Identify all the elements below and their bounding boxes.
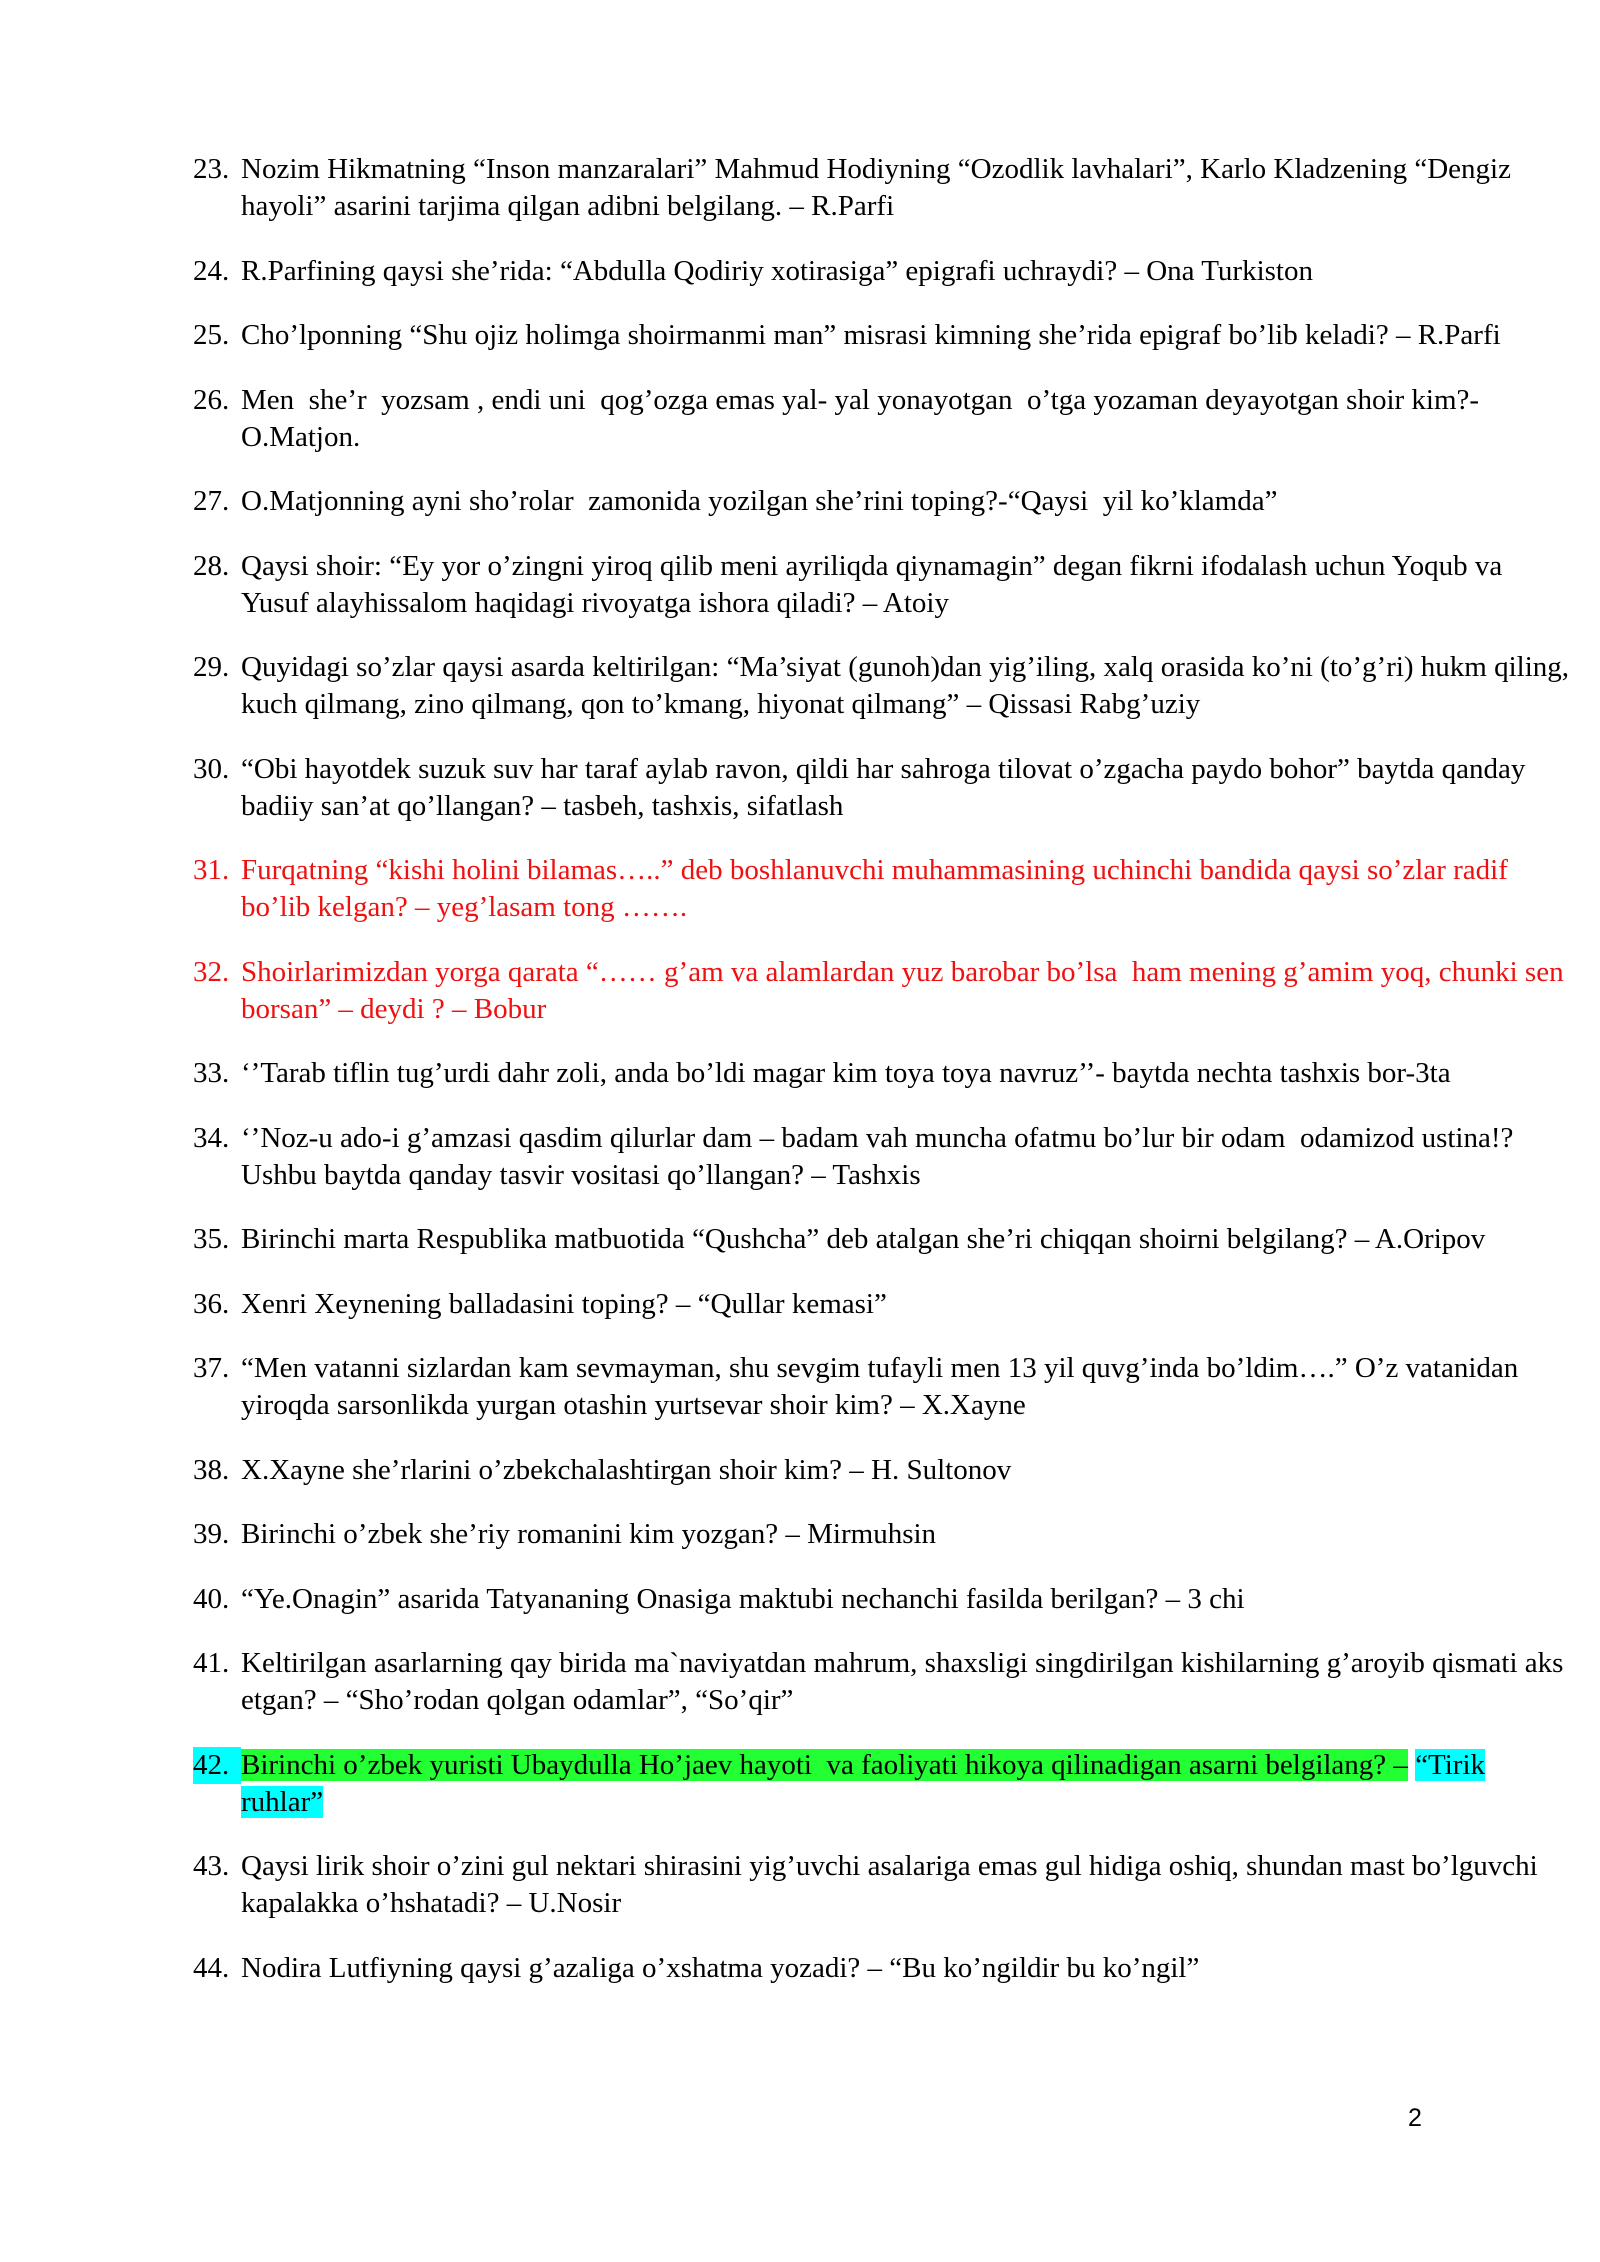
question-item (193, 1350, 1573, 1424)
question-number: 25. (193, 319, 230, 351)
question-number: 42. (193, 1747, 241, 1784)
question-text: Birinchi o’zbek she’riy romanini kim yozgan? – Mirmuhsin (241, 1518, 937, 1550)
question-text: R.Parfining qaysi she’rida: “Abdulla Qodiriy xotirasiga” epigrafi uchraydi? – Ona Turkiston (241, 254, 1313, 287)
question-item (193, 483, 1573, 520)
question-list (193, 151, 1573, 2014)
page-number: 2 (1408, 2104, 1422, 2132)
question-item (193, 1120, 1573, 1194)
question-text: O.Matjonning ayni sho’rolar zamonida yozilgan she’rini toping?-“Qaysi yil ko’klamda” (241, 485, 1278, 517)
question-text: Xenri Xeynening balladasini toping? – “Qullar kemasi” (241, 1287, 887, 1320)
question-text: Qaysi shoir: “Ey yor o’zingni yiroq qilib meni ayriliqda qiynamagin” degan fikrni ifodalash uchun Yoqub va Yusuf alayhissalom haqidagi rivoyatga ishora qiladi? – Atoiy (241, 549, 1503, 619)
question-number: 29. (193, 651, 230, 683)
question-number: 33. (193, 1057, 230, 1089)
question-number: 36. (193, 1287, 230, 1320)
question-item (193, 151, 1573, 225)
question-item (193, 1645, 1573, 1719)
question-text: Keltirilgan asarlarning qay birida ma`naviyatdan mahrum, shaxsligi singdirilgan kishilarning g’aroyib qismati aks etgan? – “Sho’rodan qolgan odamlar”, “So’qir” (241, 1647, 1564, 1716)
question-text: Nodira Lutfiyning qaysi g’azaliga o’xshatma yozadi? – “Bu ko’ngildir bu ko’ngil” (241, 1951, 1200, 1984)
question-number: 23. (193, 153, 230, 185)
question-item-red (193, 852, 1573, 926)
question-text: ‘’Tarab tiflin tug’urdi dahr zoli, anda bo’ldi magar kim toya toya navruz’’- baytda nechta tashxis bor-3ta (241, 1057, 1451, 1089)
question-item (193, 317, 1573, 354)
question-number: 27. (193, 485, 230, 517)
question-item (193, 649, 1573, 723)
question-item (193, 1452, 1573, 1489)
question-text: X.Xayne she’rlarini o’zbekchalashtirgan shoir kim? – H. Sultonov (241, 1453, 1012, 1486)
question-text (241, 1747, 1573, 1821)
question-item (193, 1055, 1573, 1092)
question-item (193, 1221, 1573, 1258)
question-number: 43. (193, 1850, 230, 1882)
question-number: 32. (193, 955, 230, 988)
question-text: “Obi hayotdek suzuk suv har taraf aylab ravon, qildi har sahroga tilovat o’zgacha paydo bohor” baytda qanday badiiy san’at qo’llangan? – tasbeh, tashxis, sifatlash (241, 752, 1526, 822)
question-number: 26. (193, 383, 230, 416)
question-text: Birinchi marta Respublika matbuotida “Qushcha” deb atalgan she’ri chiqqan shoirni belgilang? – A.Oripov (241, 1223, 1486, 1255)
question-number: 28. (193, 549, 230, 582)
question-text: ‘’Noz-u ado-i g’amzasi qasdim qilurlar dam – badam vah muncha ofatmu bo’lur bir odam odamizod ustina!? Ushbu baytda qanday tasvir vositasi qo’llangan? – Tashxis (241, 1121, 1521, 1191)
question-text-highlight: Birinchi o’zbek yuristi Ubaydulla Ho’jaev hayoti va faoliyati hikoya qilinadigan asarni belgilang? – (241, 1748, 1408, 1781)
question-number: 37. (193, 1352, 230, 1384)
question-item-highlighted (193, 1747, 1573, 1821)
question-number: 24. (193, 254, 230, 287)
question-text: Cho’lponning “Shu ojiz holimga shoirmanmi man” misrasi kimning she’rida epigraf bo’lib keladi? – R.Parfi (241, 319, 1501, 351)
question-text: Quyidagi so’zlar qaysi asarda keltirilgan: “Ma’siyat (gunoh)dan yig’iling, xalq orasida ko’ni (to’g’ri) hukm qiling, kuch qilmang, zino qilmang, qon to’kmang, hiyonat qilmang” – Qissasi Rabg’uziy (241, 651, 1570, 720)
question-number: 41. (193, 1647, 230, 1679)
question-number: 44. (193, 1951, 230, 1984)
question-item (193, 1581, 1573, 1618)
question-text: Shoirlarimizdan yorga qarata “…… g’am va alamlardan yuz barobar bo’lsa ham mening g’amim yoq, chunki sen borsan” – deydi ? – Bobur (241, 955, 1571, 1025)
question-item (193, 253, 1573, 290)
question-text: Furqatning “kishi holini bilamas…..” deb boshlanuvchi muhammasining uchinchi bandida qaysi so’zlar radif bo’lib kelgan? – yeg’lasam tong ……. (241, 854, 1523, 923)
question-text: Men she’r yozsam , endi uni qog’ozga emas yal- yal yonayotgan o’tga yozaman deyayotgan shoir kim?-O.Matjon. (241, 383, 1480, 453)
question-number: 35. (193, 1223, 230, 1255)
question-item-red (193, 954, 1573, 1028)
question-text: Qaysi lirik shoir o’zini gul nektari shirasini yig’uvchi asalariga emas gul hidiga oshiq, shundan mast bo’lguvchi kapalakka o’hshatadi? – U.Nosir (241, 1850, 1538, 1919)
question-item (193, 751, 1573, 825)
question-number: 30. (193, 752, 230, 785)
question-item (193, 1848, 1573, 1922)
question-text: “Men vatanni sizlardan kam sevmayman, shu sevgim tufayli men 13 yil quvg’inda bo’ldim….” O’z vatanidan yiroqda sarsonlikda yurgan otashin yurtsevar shoir kim? – X.Xayne (241, 1352, 1519, 1421)
question-item (193, 1950, 1573, 1987)
question-item (193, 548, 1573, 622)
question-number: 40. (193, 1582, 230, 1615)
question-number: 39. (193, 1518, 230, 1550)
question-item (193, 1516, 1573, 1553)
question-number: 38. (193, 1453, 230, 1486)
question-text: Nozim Hikmatning “Inson manzaralari” Mahmud Hodiyning “Ozodlik lavhalari”, Karlo Kladzening “Dengiz hayoli” asarini tarjima qilgan adibni belgilang. – R.Parfi (241, 153, 1511, 222)
question-number: 31. (193, 854, 230, 886)
question-text: “Ye.Onagin” asarida Tatyananing Onasiga maktubi nechanchi fasilda berilgan? – 3 chi (241, 1582, 1245, 1615)
question-item (193, 382, 1573, 456)
question-item (193, 1286, 1573, 1323)
answer-highlight: “Tirik ruhlar” (241, 1748, 1486, 1818)
question-number: 34. (193, 1121, 230, 1154)
